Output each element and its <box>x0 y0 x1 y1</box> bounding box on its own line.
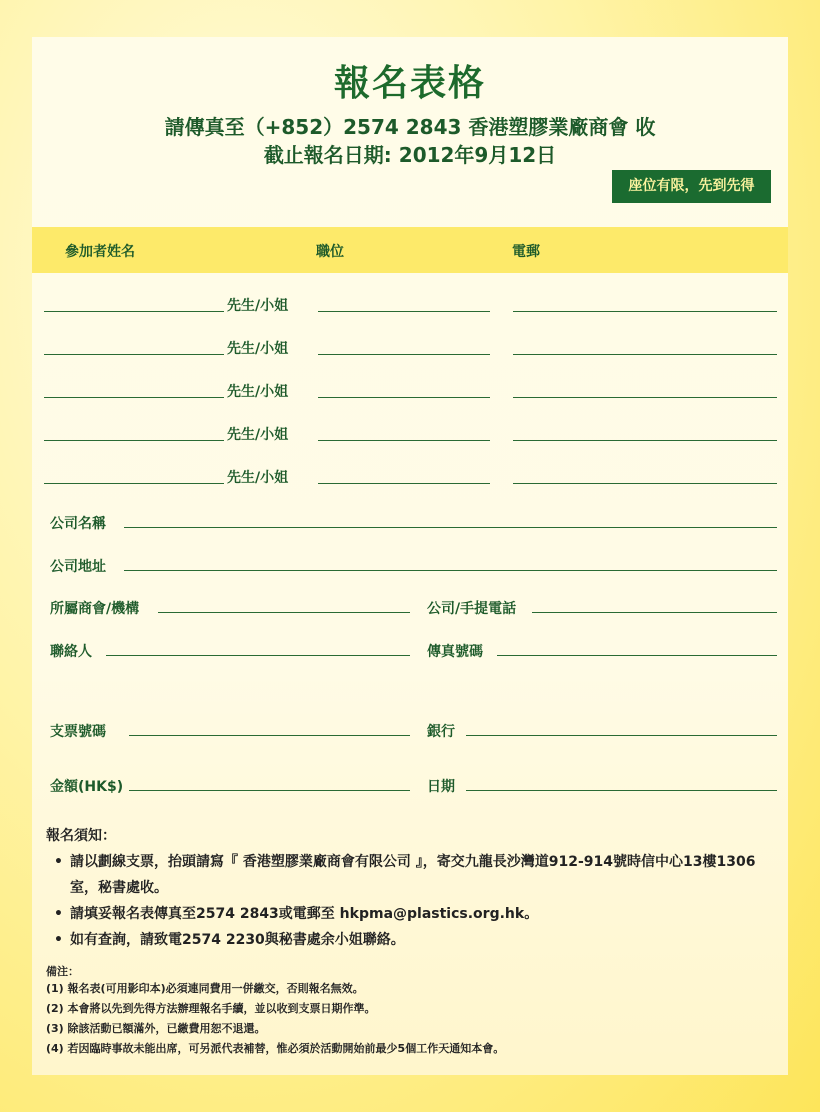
fax-field[interactable] <box>497 655 777 656</box>
form-title: 報名表格 <box>333 63 486 104</box>
company-name-label: 公司名稱 <box>50 516 106 532</box>
participant-name-field[interactable] <box>44 440 224 441</box>
list-item: • 請填妥報名表傳真至2574 2843或電郵至 hkpma@plastics.org.hk。 <box>52 901 780 927</box>
date-label: 日期 <box>427 779 455 795</box>
honorific-label: 先生/小姐 <box>227 427 289 443</box>
participant-email-field[interactable] <box>513 483 777 484</box>
cheque-number-label: 支票號碼 <box>50 724 106 740</box>
phone-field[interactable] <box>532 612 777 613</box>
list-item: (4) 若因臨時事故未能出席，可另派代表補替，惟必須於活動開始前最少5個工作天通知本會。 <box>46 1042 505 1055</box>
company-address-field[interactable] <box>124 570 777 571</box>
registration-form <box>32 37 788 1075</box>
participant-name-field[interactable] <box>44 397 224 398</box>
contact-label: 聯絡人 <box>50 644 92 660</box>
bank-field[interactable] <box>466 735 777 736</box>
column-header-email: 電郵 <box>512 244 540 260</box>
remarks-title: 備注： <box>46 965 79 978</box>
list-item: (1) 報名表(可用影印本)必須連同費用一併繳交，否則報名無效。 <box>46 982 364 995</box>
deadline: 截止報名日期: 2012年9月12日 <box>263 143 557 167</box>
amount-label: 金額(HK$) <box>50 779 124 795</box>
phone-label: 公司/手提電話 <box>427 601 517 617</box>
honorific-label: 先生/小姐 <box>227 298 289 314</box>
participant-email-field[interactable] <box>513 354 777 355</box>
participant-position-field[interactable] <box>318 397 490 398</box>
list-item: • 如有查詢，請致電2574 2230與秘書處余小姐聯絡。 <box>52 927 780 953</box>
company-address-label: 公司地址 <box>50 559 106 575</box>
participant-position-field[interactable] <box>318 440 490 441</box>
contact-field[interactable] <box>106 655 410 656</box>
bank-label: 銀行 <box>427 724 455 740</box>
cheque-number-field[interactable] <box>129 735 410 736</box>
fax-label: 傳真號碼 <box>427 644 483 660</box>
date-field[interactable] <box>466 790 777 791</box>
amount-field[interactable] <box>129 790 410 791</box>
honorific-label: 先生/小姐 <box>227 341 289 357</box>
honorific-label: 先生/小姐 <box>227 470 289 486</box>
participant-email-field[interactable] <box>513 440 777 441</box>
list-item: • 請以劃線支票，抬頭請寫『 香港塑膠業廠商會有限公司 』，寄交九龍長沙灣道912-914號時信中心13樓1306室，秘書處收。 <box>52 849 780 901</box>
chamber-field[interactable] <box>158 612 410 613</box>
remarks-list <box>46 979 776 1059</box>
participant-header-band <box>32 227 788 273</box>
notes-list <box>52 849 780 953</box>
seat-notice-badge: 座位有限，先到先得 <box>612 170 771 203</box>
participant-name-field[interactable] <box>44 483 224 484</box>
participant-name-field[interactable] <box>44 311 224 312</box>
participant-position-field[interactable] <box>318 311 490 312</box>
participant-email-field[interactable] <box>513 397 777 398</box>
participant-email-field[interactable] <box>513 311 777 312</box>
honorific-label: 先生/小姐 <box>227 384 289 400</box>
company-name-field[interactable] <box>124 527 777 528</box>
column-header-name: 參加者姓名 <box>65 244 135 260</box>
notes-title: 報名須知： <box>46 828 116 844</box>
participant-name-field[interactable] <box>44 354 224 355</box>
list-item: (3) 除該活動已額滿外，已繳費用恕不退還。 <box>46 1022 266 1035</box>
participant-position-field[interactable] <box>318 354 490 355</box>
fax-instruction: 請傳真至（+852）2574 2843 香港塑膠業廠商會 收 <box>164 115 656 139</box>
participant-position-field[interactable] <box>318 483 490 484</box>
list-item: (2) 本會將以先到先得方法辦理報名手續，並以收到支票日期作準。 <box>46 1002 376 1015</box>
column-header-position: 職位 <box>316 244 344 260</box>
chamber-label: 所屬商會/機構 <box>50 601 140 617</box>
